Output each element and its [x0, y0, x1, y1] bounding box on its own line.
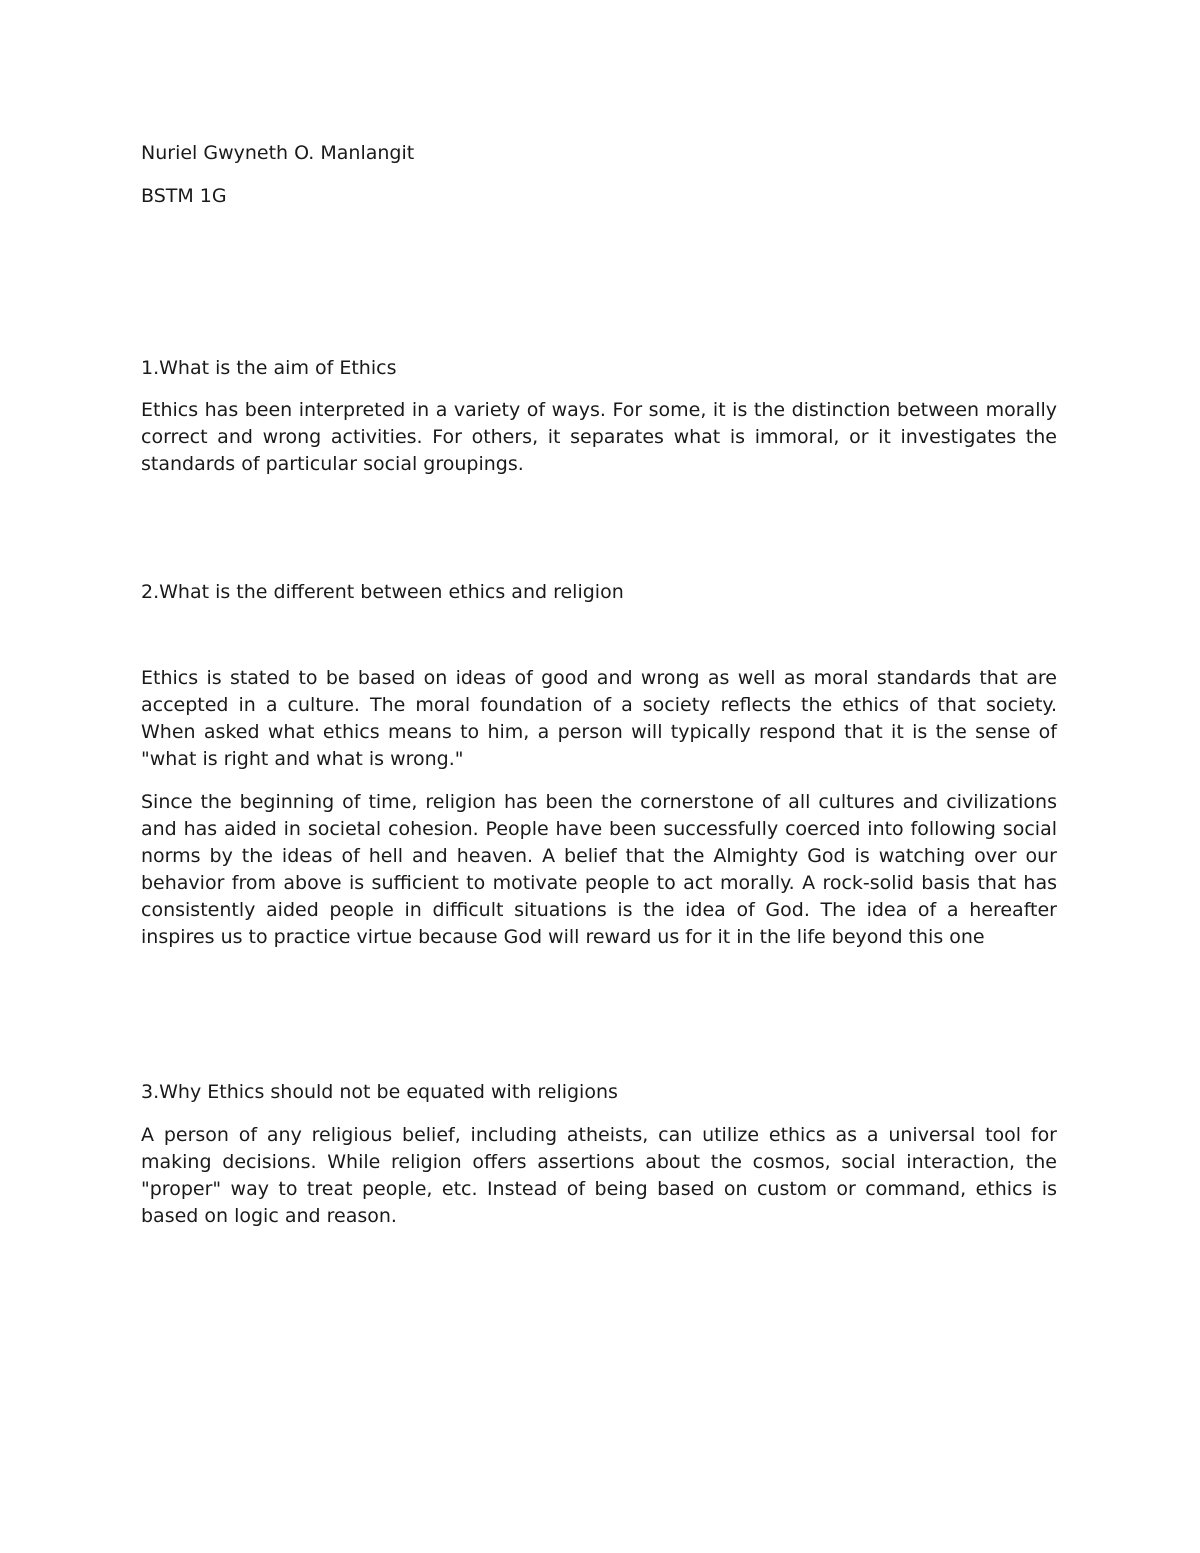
answer-1-paragraph: Ethics has been interpreted in a variety of ways. For some, it is the distinction between morally correct and wrong activities. For others, it separates what is immoral, or it investigates the standards of particular social groupings.	[141, 399, 1057, 475]
answer-2-paragraph-2: Since the beginning of time, religion has been the cornerstone of all cultures and civilizations and has aided in societal cohesion. People have been successfully coerced into following social norms by the ideas of hell and heaven. A belief that the Almighty God is watching over our behavior from above is sufficient to motivate people to act morally. A rock-solid basis that has consistently aided people in difficult situations is the idea of God. The idea of a hereafter inspires us to practice virtue because God will reward us for it in the life beyond this one	[141, 791, 1057, 948]
question-2-heading: 2.What is the different between ethics and religion	[141, 581, 624, 603]
question-3-heading: 3.Why Ethics should not be equated with religions	[141, 1081, 618, 1103]
answer-2-paragraph-1: Ethics is stated to be based on ideas of good and wrong as well as moral standards that are accepted in a culture. The moral foundation of a society reflects the ethics of that society. When asked what ethics means to him, a person will typically respond that it is the sense of "what is right and what is wrong."	[141, 667, 1057, 770]
course-section: BSTM 1G	[141, 185, 227, 207]
answer-3-paragraph: A person of any religious belief, including atheists, can utilize ethics as a universal tool for making decisions. While religion offers assertions about the cosmos, social interaction, the "proper" way to treat people, etc. Instead of being based on custom or command, ethics is based on logic and reason.	[141, 1124, 1057, 1227]
author-name: Nuriel Gwyneth O. Manlangit	[141, 142, 415, 164]
question-1-heading: 1.What is the aim of Ethics	[141, 357, 397, 379]
